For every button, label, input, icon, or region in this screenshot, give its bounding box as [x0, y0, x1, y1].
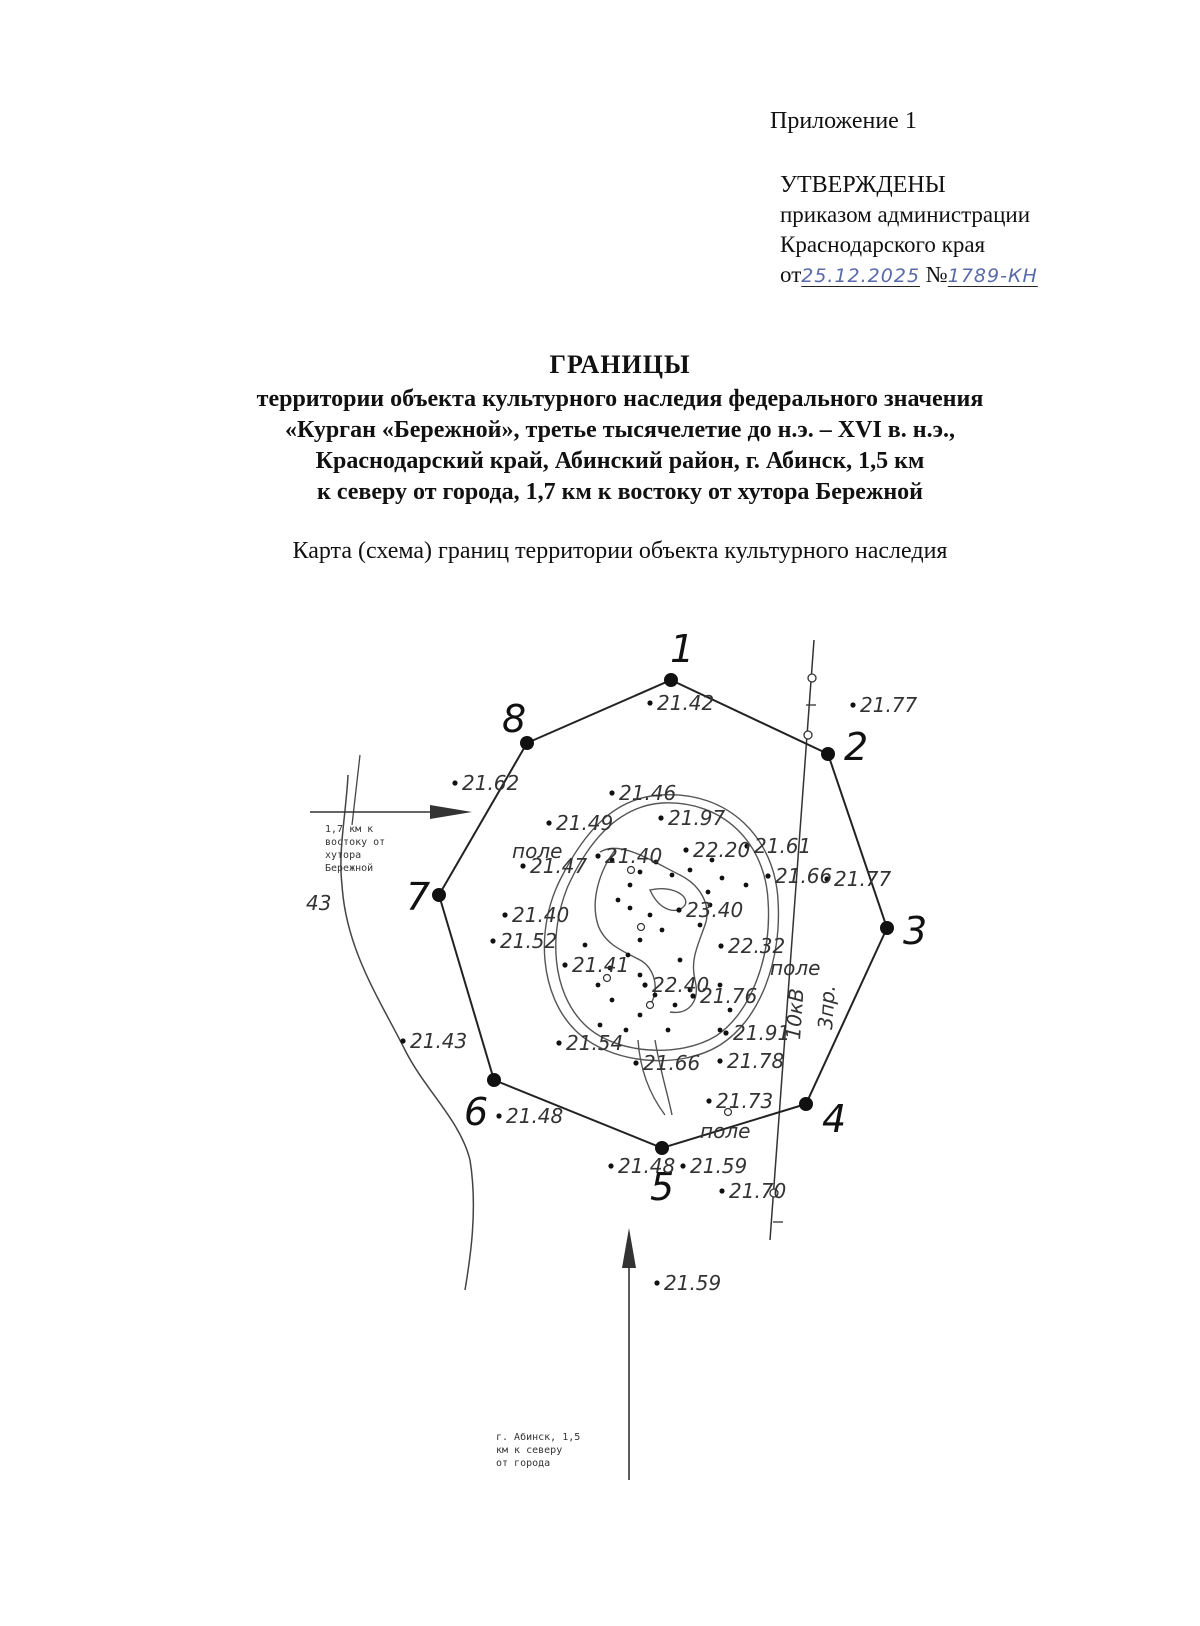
elevation-label: 21.76	[700, 984, 758, 1008]
elevation-dot	[520, 863, 525, 868]
elevation-label: 21.59	[664, 1271, 722, 1295]
survey-dot	[688, 868, 693, 873]
elevation-label: 22.32	[728, 934, 786, 958]
arrow-north-icon	[622, 1228, 636, 1480]
survey-dot	[638, 1013, 643, 1018]
map-subtitle: Карта (схема) границ территории объекта культурного наследия	[292, 538, 948, 564]
approved-heading: УТВЕРЖДЕНЫ	[780, 172, 946, 198]
survey-dot	[638, 938, 643, 943]
elevation-label: 21.70	[729, 1179, 787, 1203]
parcel-number: 43	[306, 891, 332, 915]
survey-dot	[624, 1028, 629, 1033]
elevation-dot	[608, 1163, 613, 1168]
elevation-label: 22.20	[693, 838, 751, 862]
svg-text:5: 5	[650, 1165, 675, 1209]
survey-dot	[638, 870, 643, 875]
survey-dot	[718, 1028, 723, 1033]
title-main: ГРАНИЦЫ	[549, 350, 691, 379]
elevation-label: 21.40	[512, 903, 570, 927]
elevation-dot	[850, 702, 855, 707]
survey-dot	[728, 1008, 733, 1013]
svg-text:км к северу: км к северу	[496, 1445, 563, 1456]
svg-text:3: 3	[903, 909, 928, 953]
elevation-label: 21.40	[605, 844, 663, 868]
elevation-dot	[642, 982, 647, 987]
survey-dot	[628, 883, 633, 888]
svg-text:г. Абинск, 1,5: г. Абинск, 1,5	[496, 1432, 581, 1443]
survey-dot	[648, 913, 653, 918]
elevation-label: 21.46	[619, 781, 677, 805]
svg-text:6: 6	[464, 1090, 489, 1134]
elevation-label: 21.48	[506, 1104, 564, 1128]
elevation-label: 21.66	[775, 864, 833, 888]
elevation-dot	[496, 1113, 501, 1118]
elevation-label: 21.43	[410, 1029, 468, 1053]
approval-line-1: приказом администрации	[780, 202, 1031, 227]
elevation-label: 21.66	[643, 1051, 701, 1075]
survey-dot	[598, 1023, 603, 1028]
elevation-dot	[609, 790, 614, 795]
note-south	[496, 1431, 580, 1469]
svg-text:востоку от: востоку от	[325, 837, 386, 848]
elevation-dot	[683, 847, 688, 852]
elevation-dot	[502, 912, 507, 917]
number-prefix: №	[925, 262, 948, 287]
handwritten-number: 1789-КН	[947, 265, 1038, 287]
elevation-dot	[706, 1098, 711, 1103]
road-tick	[352, 755, 360, 825]
svg-text:2: 2	[844, 725, 869, 769]
svg-text:Бережной: Бережной	[325, 863, 374, 874]
elevation-label: 21.97	[668, 806, 726, 830]
elevation-label: 22.40	[652, 973, 710, 997]
from-prefix: от	[780, 262, 802, 287]
vertex-8	[502, 697, 534, 750]
vertex-7	[406, 875, 446, 919]
elevation-label: 21.77	[834, 867, 892, 891]
elevation-dot	[400, 1038, 405, 1043]
elevation-dot	[654, 1280, 659, 1285]
elevation-dot	[595, 853, 600, 858]
vertex-1	[664, 627, 694, 687]
elevation-label: 21.47	[530, 854, 588, 878]
elevation-dot	[717, 1058, 722, 1063]
approval-line-2: Краснодарского края	[780, 232, 986, 257]
vertex-2	[821, 725, 868, 769]
elevation-label: 21.41	[572, 953, 630, 977]
svg-text:8: 8	[502, 697, 527, 741]
vertex-3	[880, 909, 927, 953]
elevation-label: 21.62	[462, 771, 520, 795]
elevation-label: 23.40	[686, 898, 744, 922]
elevation-label: 21.42	[657, 691, 715, 715]
elevation-label: 21.59	[690, 1154, 748, 1178]
survey-dot	[660, 928, 665, 933]
field-label: поле	[512, 839, 563, 863]
field-label: поле	[770, 956, 821, 980]
survey-dot	[616, 898, 621, 903]
field-label: поле	[700, 1119, 751, 1143]
vertex-4	[799, 1097, 846, 1141]
elevation-dot	[765, 873, 770, 878]
title-line-2: «Курган «Бережной», третье тысячелетие до н.э. – XVI в. н.э.,	[285, 417, 955, 443]
survey-mark	[638, 924, 645, 931]
survey-dot	[706, 890, 711, 895]
elevation-dot	[490, 938, 495, 943]
survey-dot	[720, 876, 725, 881]
svg-text:хутора: хутора	[325, 850, 362, 861]
elevation-dot	[718, 943, 723, 948]
elevation-dot	[633, 1060, 638, 1065]
svg-text:от города: от города	[496, 1458, 551, 1469]
survey-dot	[628, 906, 633, 911]
svg-text:4: 4	[822, 1097, 847, 1141]
elevation-dot	[647, 700, 652, 705]
title-line-1: территории объекта культурного наследия федерального значения	[256, 386, 984, 412]
elevation-dot	[562, 962, 567, 967]
wires-label: 3пр.	[813, 983, 841, 1031]
survey-dot	[583, 943, 588, 948]
title-line-4: к северу от города, 1,7 км к востоку от хутора Бережной	[316, 479, 923, 505]
elevation-label: 21.54	[566, 1031, 624, 1055]
survey-dot	[698, 923, 703, 928]
elevation-dot	[723, 1030, 728, 1035]
elevation-label: 21.73	[716, 1089, 774, 1113]
elevation-dot	[719, 1188, 724, 1193]
power-line-label: 10кВ	[781, 987, 809, 1041]
survey-dot	[638, 973, 643, 978]
survey-dot	[666, 1028, 671, 1033]
elevation-label: 21.77	[860, 693, 918, 717]
elevation-label: 21.78	[727, 1049, 785, 1073]
elevation-label: 21.61	[754, 834, 812, 858]
survey-dot	[610, 998, 615, 1003]
survey-mark	[647, 1002, 654, 1009]
elevation-label: 21.91	[733, 1021, 791, 1045]
elevation-label: 21.48	[618, 1154, 676, 1178]
elevation-dot	[452, 780, 457, 785]
title-line-3: Краснодарский край, Абинский район, г. Абинск, 1,5 км	[315, 448, 925, 474]
svg-text:7: 7	[406, 875, 431, 919]
svg-text:1,7 км к: 1,7 км к	[325, 824, 374, 835]
elevation-dot	[680, 1163, 685, 1168]
vertex-6	[464, 1073, 501, 1134]
elevation-dot	[546, 820, 551, 825]
arrow-east-icon	[310, 805, 472, 819]
elevation-label: 21.49	[556, 811, 614, 835]
survey-dot	[596, 983, 601, 988]
survey-dot	[670, 873, 675, 878]
elevation-dot	[658, 815, 663, 820]
survey-dot	[673, 1003, 678, 1008]
elevation-dot	[556, 1040, 561, 1045]
annex-label: Приложение 1	[770, 108, 917, 134]
note-east	[325, 824, 385, 874]
survey-dot	[744, 883, 749, 888]
elevation-dot	[676, 907, 681, 912]
svg-text:1: 1	[670, 627, 695, 671]
elevation-label: 21.52	[500, 929, 558, 953]
survey-dot	[678, 958, 683, 963]
handwritten-date: 25.12.2025	[801, 265, 921, 287]
